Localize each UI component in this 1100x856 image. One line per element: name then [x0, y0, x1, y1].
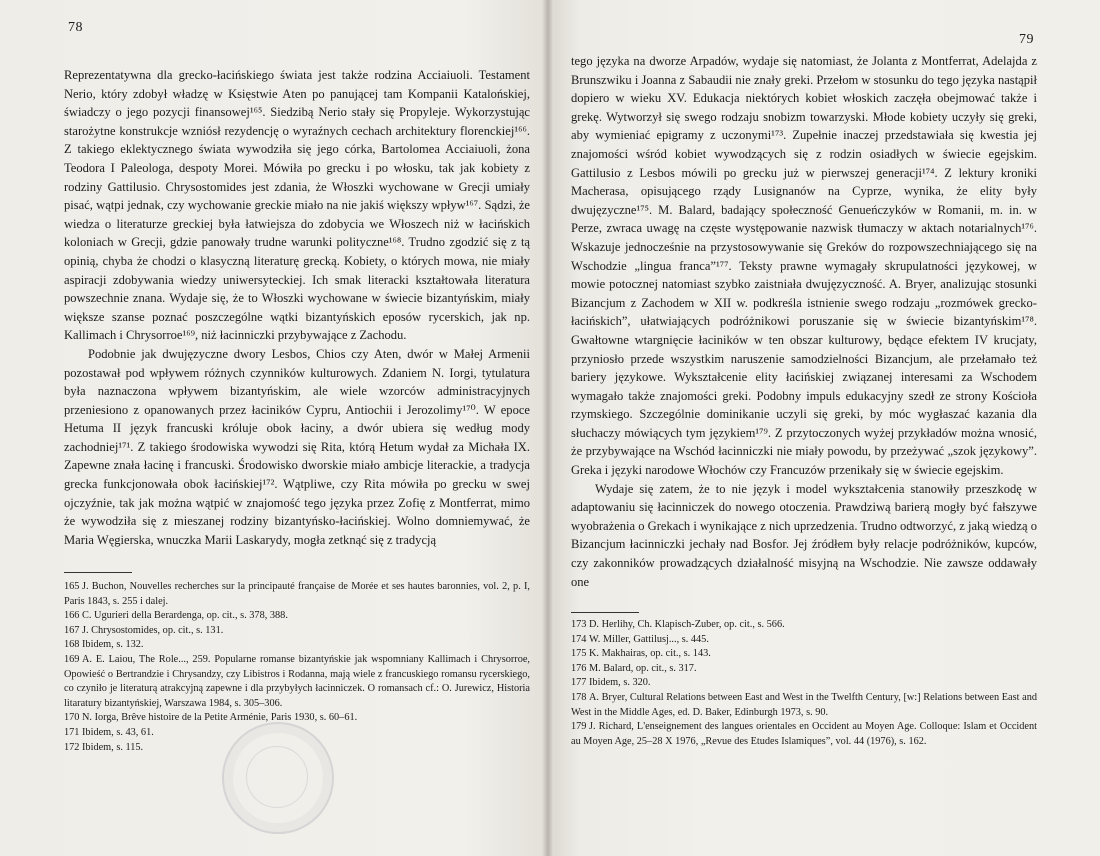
main-text — [64, 66, 530, 549]
footnote-text: J. Chrysostomides, op. cit., s. 131. — [82, 624, 224, 636]
footnote-number: 173 — [571, 619, 587, 630]
book-gutter — [542, 0, 554, 856]
paragraph: Reprezentatywna dla grecko-łacińskiego świata jest także rodzina Acciaiuoli. Testament Nerio, który zdobył władzę w Księstwie Aten po panującej tam Kompanii Katalońskiej, świadczy o jego pozycji finansowej¹⁶⁵. Siedzibą Nerio stały się Propyleje. Wykorzystując starożytne konstrukcje wzniósł rezydencję o wyraźnych cechach architektury florenckiej¹⁶⁶. Z takiego eklektycznego świata wywodziła się jego córka, Bartolomea Acciaiuoli, żona Teodora I Paleologa, despoty Morei. Mówiła po grecku i po włosku, tak jak kobiety z rodziny Gattilusio. Chrysostomides jest zdania, że Włoszki wychowane w Grecji umiały pisać, wątpi jednak, czy wychowanie greckie miało na nie jakiś większy wpływ¹⁶⁷. Sądzi, że wiedza o literaturze greckiej była łatwiejsza do zdobycia we Włoszech niż w łacińskich koloniach w Grecji, gdzie panowały trudne warunki polityczne¹⁶⁸. Trudno zgodzić się z tą opinią, chyba że chodzi o klasyczną literaturę grecką. Kobiety, o których mowa, nie miały aspiracji zdobywania wiedzy uniwersyteckiej. Ich smak literacki kształtowała literatura powszechnie znana. Wydaje się, że to Włoszki wychowane w świecie bizantyńskim, miały większe szanse poznać poszczególne wątki bizantyńskich eposów rycerskich, jak np. Kallimach i Chrysorroe¹⁶⁹, niż łacinniczki przybywające z Zachodu. — [64, 68, 530, 343]
footnote-text: A. E. Laiou, The Role..., 259. Popularne romanse bizantyńskie jak wspomniany Kallimach i Chrysorroe, Opowieść o Bertrandzie i Chrysandzy, czy Libistros i Rodanna, mają wiele z francuskiego romansu rycerskiego, co czyniło je literaturą atrakcyjną zapewne i dla przybyłych łacinniczek. O romansach cf.: O. Jurewicz, Historia litaratury bizantyńskiej, Warszawa 1984, s. 305–306. — [64, 653, 530, 709]
footnote-number: 169 — [64, 653, 80, 665]
footnote-text: K. Makhairas, op. cit., s. 143. — [589, 648, 711, 660]
footnote — [571, 647, 1037, 662]
footnote — [64, 638, 530, 653]
footnote — [571, 633, 1037, 648]
footnote — [571, 662, 1037, 677]
footnote-separator — [64, 572, 132, 573]
footnote-text: J. Buchon, Nouvelles recherches sur la principauté française de Morée et ses hautes baronnies, vol. 2, p. I, Paris 1843, s. 255 i dalej. — [64, 581, 530, 607]
footnote-separator — [571, 612, 639, 613]
page-number: 78 — [68, 20, 83, 35]
footnote — [64, 609, 530, 624]
footnote — [571, 720, 1037, 749]
right-page — [547, 0, 1100, 856]
paragraph: tego języka na dworze Arpadów, wydaje się natomiast, że Jolanta z Montferrat, Adelajda z Brunszwiku i Joanna z Sabaudii nie znały greki. Przełom w stosunku do tego języka nastąpił dopiero w wieku XV. Edukacja niektórych kobiet włoskich zaczęła obejmować także i grekę. Wytworzył się swego rodzaju snobizm towarzyski. Młode kobiety uczyły się greki, aby wymieniać epigramy z uczonymi¹⁷³. Zupełnie inaczej przedstawiała się kwestia jej znajomości wśród kobiet wywodzących się z rodzin osiadłych w świecie egejskim. Gattilusio z Lesbos mówili po grecku już w pierwszej generacji¹⁷⁴. Z lektury kroniki Macherasa, opisującego rządy Lusignanów na Cyprze, wynika, że elity były dwujęzyczne¹⁷⁵. M. Balard, badający społeczność Genueńczyków w Romanii, m. in. w Perze, zwraca uwagę na częste występowanie nazwisk tłumaczy w aktach notarialnych¹⁷⁶. Wskazuje jednocześnie na przystosowywanie się Greków do rozpowszechniającego się na Wschodzie „lingua franca”¹⁷⁷. Teksty prawne wymagały skrupulatności językowej, w mowie potocznej natomiast szybko zaistniała dwujęzyczność. A. Bryer, analizując stosunki Bizancjum z Zachodem w XII w. podkreśla istnienie swego rodzaju „rozmówek grecko-łacińskich”, ułatwiających podróżnikowi poruszanie się w świecie bizantyńskim¹⁷⁸. Gwałtowne wtargnięcie łaciników w ten obszar kulturowy, będące efektem IV krucjaty, przyniosło przede wszystkim naruszenie samodzielności Bizancjum, ale przełamało też bariery językowe. Wykształcenie elity łacińskiej związanej interesami za Wschodem wymagało także znajomości greki. Podobny impuls edukacyjny szedł ze strony Kościoła rzymskiego. Szczególnie dominikanie uczyli się greki, by móc wygłaszać kazania dla słuchaczy mówiących tym językiem¹⁷⁹. Z przytoczonych wyżej przykładów można wnosić, że przybywające na Wschód łacinniczki nie miały powodu, by przeżywać „szok językowy”. Greka i języki narodowe Włochów czy Francuzów przenikały się w świecie egejskim. — [571, 54, 1037, 478]
footnote-number: 175 — [571, 648, 587, 660]
paragraph: Podobnie jak dwujęzyczne dwory Lesbos, Chios czy Aten, dwór w Małej Armenii pozostawał pod wpływem różnych czynników kulturowych. Zdaniem N. Iorgi, tytulatura była naznaczona wpływem bizantyńskim, ale wiele wzorców administracyjnych przeniesiono z opanowanych przez łaciników Cypru, Antiochii i Jerozolimy¹⁷⁰. W epoce Hetuma II język francuski króluje obok łaciny, a dwór ubiera się według mody zachodniej¹⁷¹. Z takiego środowiska wywodzi się Rita, którą Hetum wydał za Michała IX. Zapewne znała łacinę i francuski. Środowisko dworskie miało ambicje literackie, a tradycja grecka funkcjonowała obok łacińskiej¹⁷². Wątpliwe, czy Rita mówiła po grecku w swej ojczyźnie, tak jak można wątpić w znajomość tego języka przez Zofię z Montferrat, mimo że wywodziła się z mieszanej rodziny bizantyńsko-łacińskiej. Wolno domniemywać, że Maria Węgierska, wnuczka Marii Laskarydy, mogła zetknąć się z tradycją — [64, 346, 530, 547]
footnote-number: 172 — [64, 741, 80, 753]
footnote — [571, 691, 1037, 720]
footnote-text: J. Richard, L'enseignement des langues orientales en Occident au Moyen Age. Colloque: Islam et Occident au Moyen Age, 25–28 X 1976, „Revue des Etudes Islamiques”, vol. 44 (1976), s. 162. — [571, 721, 1037, 747]
footnote-text: M. Balard, op. cit., s. 317. — [589, 662, 697, 674]
footnote-text: C. Ugurieri della Berardenga, op. cit., s. 378, 388. — [82, 610, 288, 622]
footnote-number: 165 — [64, 581, 80, 592]
footnote-number: 178 — [571, 691, 587, 703]
footnote-number: 176 — [571, 662, 587, 674]
footnote-number: 179 — [571, 721, 587, 733]
footnote-text: Ibidem, s. 132. — [82, 639, 144, 651]
footnote-text: A. Bryer, Cultural Relations between East and West in the Twelfth Century, [w:] Relations between East and West in the Middle Ages, ed. D. Baker, Edinburgh 1973, s. 90. — [571, 691, 1037, 718]
footnote-number: 177 — [571, 677, 587, 689]
left-page — [0, 0, 547, 856]
footnote-text: W. Miller, Gattilusj..., s. 445. — [589, 633, 709, 645]
footnote-number: 170 — [64, 712, 80, 724]
footnote-number: 166 — [64, 610, 80, 622]
library-stamp — [222, 722, 334, 834]
footnote — [64, 653, 530, 711]
footnote — [571, 618, 1037, 633]
footnotes — [571, 618, 1037, 749]
footnote-text: Ibidem, s. 115. — [82, 741, 144, 753]
footnote — [64, 580, 530, 609]
footnote — [571, 676, 1037, 691]
main-text — [571, 52, 1037, 591]
footnote-text: Ibidem, s. 320. — [589, 677, 651, 689]
paragraph: Wydaje się zatem, że to nie język i model wykształcenia stanowiły przeszkodę w adaptowaniu się łacinniczek do nowego otoczenia. Prawdziwą barierą mogły być fałszywe wyobrażenia o Grekach i wynikające z nich uprzedzenia. Trudno odtworzyć, z jaką wiedzą o Bizancjum łacinniczki jechały nad Bosfor. Jej źródłem były relacje podróżników, kupców, czy zakonników prowadzących działalność misyjną na Wschodzie. Nie zawsze oddawały one — [571, 481, 1037, 589]
footnote-number: 174 — [571, 633, 587, 645]
footnote — [64, 711, 530, 726]
page-number: 79 — [1019, 32, 1034, 47]
footnote-text: D. Herlihy, Ch. Klapisch-Zuber, op. cit., s. 566. — [589, 619, 785, 630]
footnote-text: N. Iorga, Brêve histoire de la Petite Arménie, Paris 1930, s. 60–61. — [82, 712, 358, 724]
footnote — [64, 624, 530, 639]
footnote-number: 168 — [64, 639, 80, 651]
footnote-number: 167 — [64, 624, 80, 636]
footnote-text: Ibidem, s. 43, 61. — [82, 726, 154, 738]
footnote-number: 171 — [64, 726, 80, 738]
